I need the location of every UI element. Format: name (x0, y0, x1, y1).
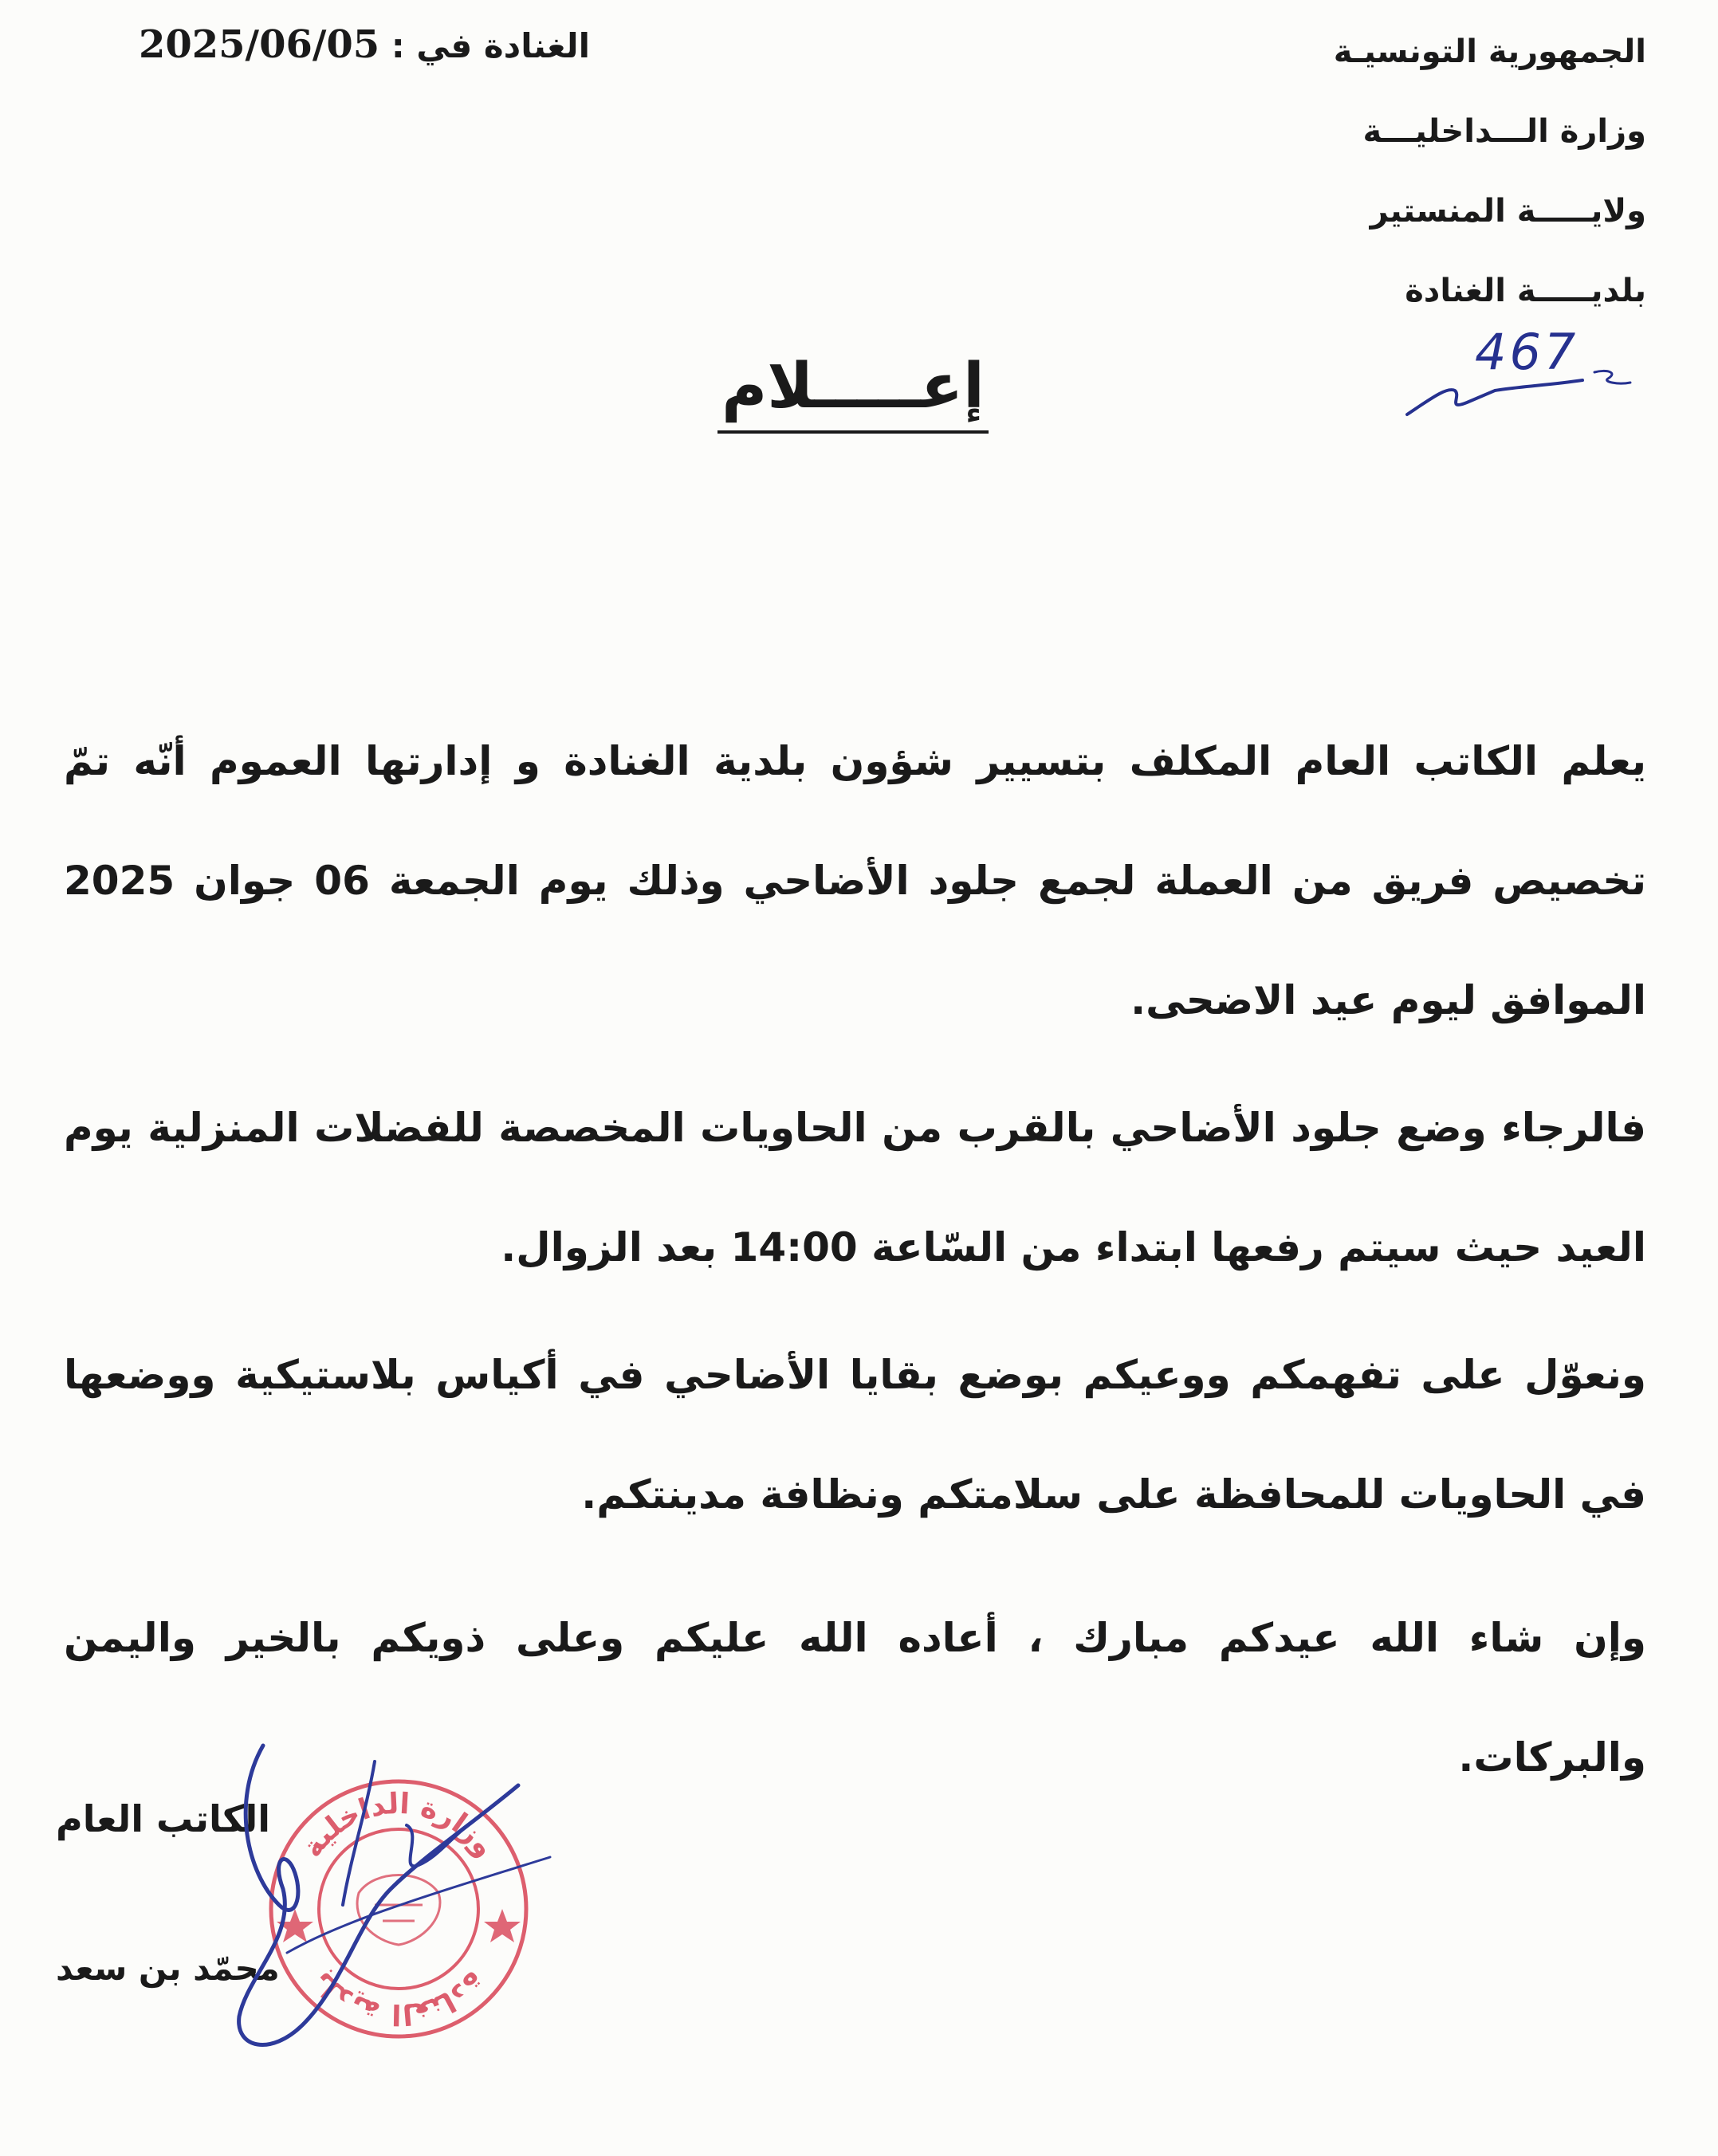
signatory-name: محمّد بن سعد (56, 1949, 280, 1988)
body-paragraph-3: ونعوّل على تفهمكم ووعيكم بوضع بقايا الأضاحي في أكياس بلاستيكية ووضعها في الحاويات للمحافظة على سلامتكم ونظافة مدينتكم. (64, 1352, 1646, 1518)
date-label: الغنادة في : (391, 26, 590, 65)
date-value: 2025/06/05 (138, 22, 380, 67)
handwritten-ref-mark (1399, 323, 1662, 426)
notice-title: إعـــــلام (717, 351, 989, 434)
svg-text:وزارة الداخلية: وزارة الداخلية (296, 1787, 501, 1863)
issuer-header (1200, 24, 1646, 343)
signatory-title: الكاتب العام (56, 1797, 271, 1840)
date-line (138, 22, 590, 67)
svg-text:بلدية الغنادة: بلدية الغنادة (305, 1965, 491, 2031)
country-line: الجمهورية التونسيـة (1333, 33, 1646, 70)
body-paragraph-4: وإن شاء الله عيدكم مبارك ، أعاده الله عليكم وعلى ذويكم بالخير واليمن والبركات. (64, 1615, 1646, 1781)
body-paragraph-2: فالرجاء وضع جلود الأضاحي بالقرب من الحاويات المخصصة للفضلات المنزلية يوم العيد حيث سيتم رفعها ابتداء من السّاعة 14:00 بعد الزوال. (64, 1105, 1646, 1270)
municipality-line: بلديـــــة الغنادة (1405, 273, 1646, 309)
body-paragraph-1: يعلم الكاتب العام المكلف بتسيير شؤون بلدية الغنادة و إدارتها العموم أنّه تمّ تخصيص فريق من العملة لجمع جلود الأضاحي وذلك يوم الجمعة 06 جوان 2025 الموافق ليوم عيد الاضحى. (64, 738, 1646, 1023)
ministry-line: وزارة الـــداخليـــة (1362, 113, 1646, 150)
notice-body (64, 701, 1646, 1817)
handwritten-signature-icon (215, 1714, 582, 2064)
governorate-line: ولايـــــة المنستير (1370, 193, 1646, 230)
reference-annotation (1399, 323, 1662, 426)
reference-number: 467 (1475, 323, 1579, 381)
